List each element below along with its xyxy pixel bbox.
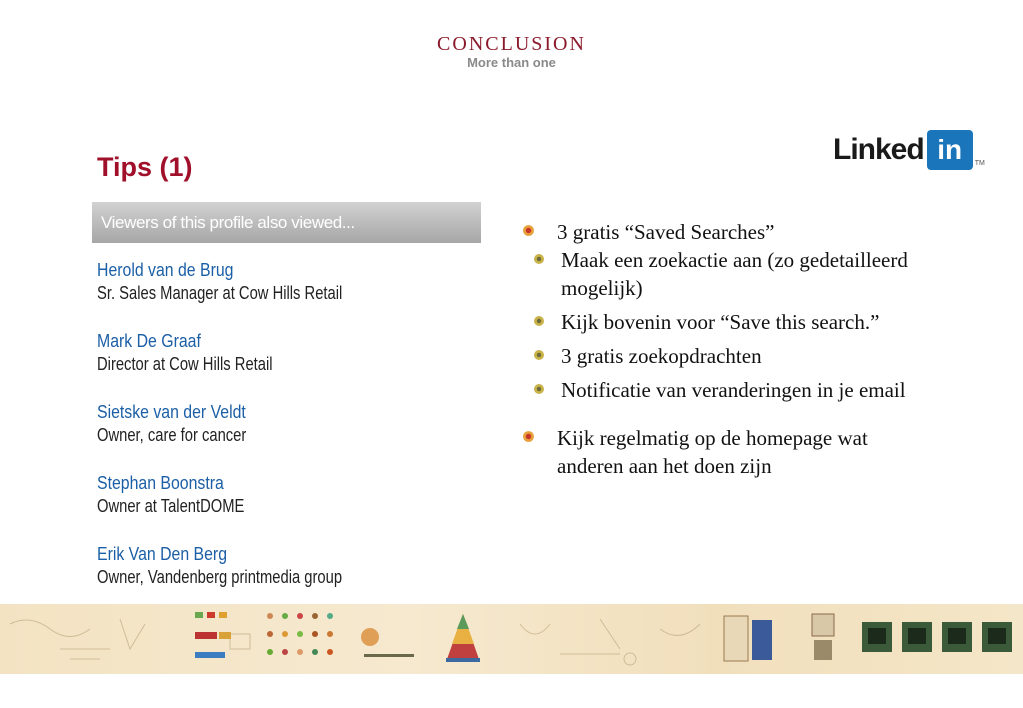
viewer-item — [97, 471, 477, 542]
bullet-item — [520, 218, 920, 246]
sub-bullet-text: Notificatie van veranderingen in je email — [561, 378, 906, 402]
viewers-list — [97, 258, 477, 613]
logo-wordmark: CONCLUSION — [437, 33, 586, 55]
logo-tagline: More than one — [467, 55, 556, 70]
viewer-name-link[interactable]: Mark De Graaf — [97, 331, 201, 351]
linkedin-trademark: TM — [974, 160, 985, 167]
sub-bullet-item — [520, 376, 920, 404]
viewer-name-link[interactable]: Erik Van Den Berg — [97, 544, 228, 564]
viewer-item — [97, 258, 477, 329]
bullet-text: 3 gratis “Saved Searches” — [557, 220, 775, 244]
sub-bullet-item — [520, 342, 920, 370]
sub-bullet-text: 3 gratis zoekopdrachten — [561, 344, 762, 368]
viewer-name-link[interactable]: Herold van de Brug — [97, 260, 234, 280]
sub-bullet-flower-icon — [533, 253, 545, 265]
viewer-role: Owner, Vandenberg printmedia group — [97, 567, 343, 587]
linkedin-logo — [833, 130, 985, 170]
viewer-role: Sr. Sales Manager at Cow Hills Retail — [97, 283, 343, 303]
viewer-name-link[interactable]: Stephan Boonstra — [97, 473, 224, 493]
decorative-footer-strip — [0, 604, 1023, 674]
bullet-flower-icon — [522, 224, 535, 237]
viewers-panel-header: Viewers of this profile also viewed... — [92, 202, 481, 243]
bullet-text: Kijk regelmatig op de homepage wat anderen aan het doen zijn — [557, 426, 868, 478]
linkedin-wordmark: Linked — [833, 133, 924, 166]
sub-bullet-list — [520, 246, 920, 404]
sub-bullet-item — [520, 308, 920, 336]
company-logo — [0, 33, 1023, 70]
viewer-item — [97, 542, 477, 613]
sub-bullet-text: Maak een zoekactie aan (zo gedetailleerd mogelijk) — [561, 248, 908, 300]
viewer-item — [97, 329, 477, 400]
tips-bullet-list — [520, 218, 920, 480]
bullet-item — [520, 424, 920, 480]
linkedin-in-badge: in — [927, 130, 973, 170]
footer-collage-image — [0, 604, 1023, 674]
viewer-role: Director at Cow Hills Retail — [97, 354, 273, 374]
sub-bullet-flower-icon — [533, 349, 545, 361]
viewer-role: Owner, care for cancer — [97, 425, 247, 445]
slide-title: Tips (1) — [97, 152, 193, 182]
sub-bullet-item — [520, 246, 920, 302]
colored-dots — [195, 612, 333, 658]
bullet-flower-icon — [522, 430, 535, 443]
sub-bullet-flower-icon — [533, 383, 545, 395]
viewer-item — [97, 400, 477, 471]
viewer-role: Owner at TalentDOME — [97, 496, 245, 516]
viewer-name-link[interactable]: Sietske van der Veldt — [97, 402, 246, 422]
sub-bullet-flower-icon — [533, 315, 545, 327]
sub-bullet-text: Kijk bovenin voor “Save this search.” — [561, 310, 880, 334]
